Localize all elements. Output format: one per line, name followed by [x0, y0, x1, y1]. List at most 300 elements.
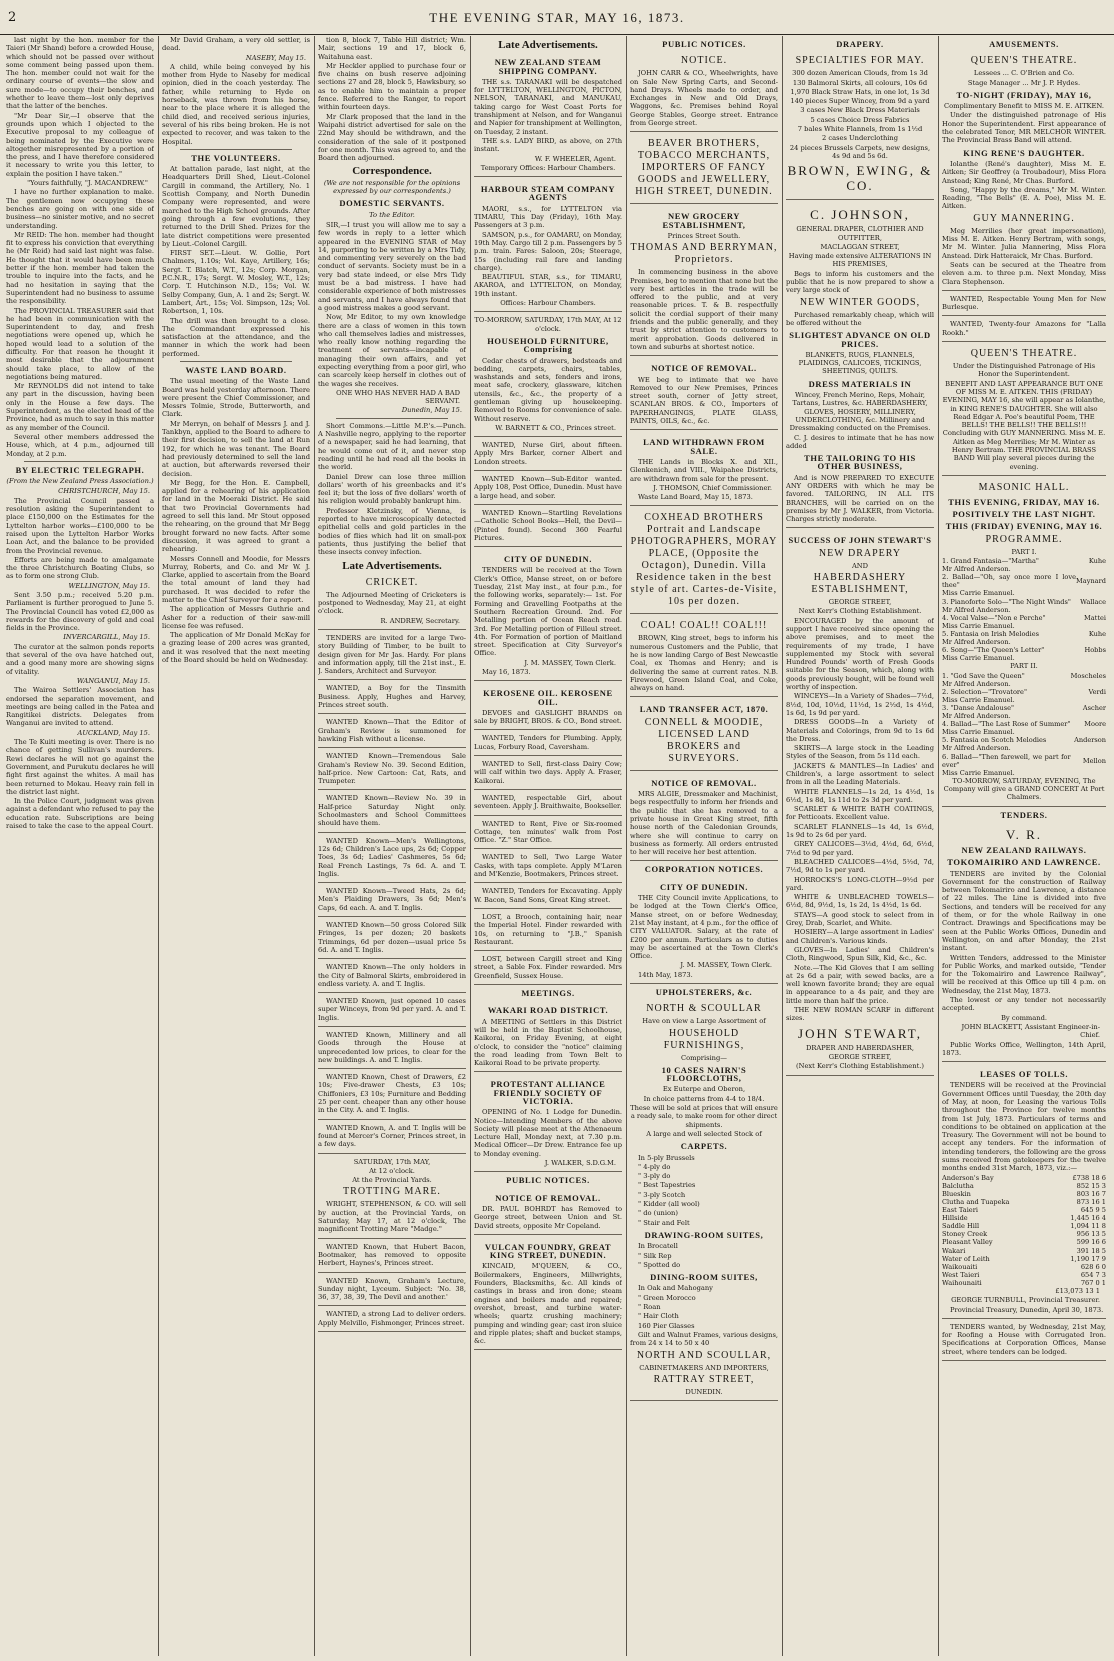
ad-text: Seats can be secured at the Theatre from eleven a.m. to three p.m. Next Monday, Miss Clara Stephenson.: [942, 260, 1106, 286]
letter-text: SIR,—I trust you will allow me to say a few words in reply to a letter which appeared in the EVENING STAR of May 14, purporting to be written by a Mrs Tidy, and commenting very severely on the bad conduct of servants. Society must be in a very bad state indeed, or else Mrs Tidy must be a bad mistress. I have had considerable experience of both mistresses and servants, and I have always found that a good mistress makes a good servant.: [318, 220, 466, 312]
ad-text: DEVOES and GASLIGHT BRANDS on sale by BRIGHT, BROS. & CO., Bond street.: [474, 708, 622, 726]
column-6: [786, 36, 934, 1656]
ad-text: DUNEDIN.: [685, 1387, 723, 1396]
article-text: Mr David Graham, a very old settler, is dead.: [162, 36, 310, 53]
advertisement: [474, 818, 622, 850]
advertisement: [942, 51, 1106, 291]
programme-composer: Mattei: [1084, 613, 1106, 622]
programme-row: [942, 744, 1106, 752]
advertisement: [786, 51, 934, 200]
toll-name: Balclutha: [942, 1181, 974, 1190]
article-text: In the Police Court, judgment was given against a defendant who refused to pay the education rate. Subscriptions are being raised to take the case to the appeal Court.: [6, 797, 154, 831]
ad-heading: SLIGHTEST ADVANCE ON OLD PRICES.: [789, 330, 931, 349]
section-heading: MEETINGS.: [521, 988, 575, 999]
ad-text: WANTED, respectable Girl, about seventeen. Apply J. Braithwaite, Bookseller.: [474, 793, 622, 811]
programme-row: [942, 720, 1106, 728]
ad-name: C. JOHNSON,: [810, 207, 910, 223]
programme-composer: [1071, 712, 1106, 720]
toll-amount: 1,094 11 8: [1070, 1222, 1106, 1231]
dateline: AUCKLAND, May 15.: [77, 728, 150, 737]
programme-item: 3. "Danse Andalouse": [942, 703, 1015, 712]
ad-text: ENCOURAGED by the amount of support I have received since opening the above premises, and to meet the requirements of my trade, I have supplemented my Stock with several Hundred Pounds' worth of Fresh Goods suitable for the Season, which, along with goods previously bought, will be found well worthy of inspection.: [786, 616, 934, 692]
ad-text: WANTED Known—Tweed Hats, 2s 6d; Men's Plaiding Drawers, 3s 6d; Men's Caps, 6d each. A. and T. Inglis.: [318, 887, 466, 912]
advertisement: [318, 792, 466, 832]
toll-amount: 873 16 1: [1076, 1197, 1106, 1206]
ad-text: Public Works Office, Wellington, 14th April, 1873.: [942, 1040, 1106, 1057]
ad-heading: HABERDASHERY ESTABLISHMENT,: [811, 572, 909, 596]
ad-text: THE NEW ROMAN SCARF in different sizes.: [786, 1006, 934, 1023]
programme-table: [942, 557, 1106, 662]
ad-text: Purchased remarkably cheap, which will be offered without the: [786, 310, 934, 327]
article-text: Mr REYNOLDS did not intend to take any part in the discussion, having been only in the House a few days. The Superintendent, as the elected head of the Province, had as much to say in this matter as any member of the Council.: [6, 382, 154, 432]
list-item: 300 dozen American Clouds, from 1s 3d: [792, 69, 928, 78]
programme-row: [942, 614, 1106, 622]
ad-text: SAMSON, p.s., for OAMARU, on Monday, 19th May. Cargo till 2 p.m. Passengers by 5 p.m. train. Fares: Saloon, 20s; Steerage, 15s (including rail fare and landing charge).: [474, 230, 622, 272]
table-row: [942, 1190, 1106, 1198]
toll-amount: 645 9 5: [1080, 1206, 1106, 1215]
programme-item: Mr Alfred Anderson.: [942, 679, 1011, 688]
ad-heading: TO-NIGHT (FRIDAY), MAY 16,: [956, 89, 1092, 100]
ad-text: The lowest or any tender not necessarily accepted.: [942, 996, 1106, 1013]
programme-row: [942, 728, 1106, 736]
ad-text: C. J. desires to intimate that he has now added: [786, 433, 934, 450]
advertisement: [474, 758, 622, 790]
ad-text: WANTED Known—50 gross Colored Silk Fringes, 1s per dozen; 20 baskets Trimmings, 6d per dozen—usual price 5s 6d. A. and T. Inglis.: [318, 921, 466, 954]
list-item: " 3-ply Scotch: [638, 1190, 686, 1199]
ad-text: Comprising—: [681, 1053, 727, 1062]
ad-heading: TOKOMAIRIRO AND LAWRENCE.: [947, 857, 1101, 868]
price-item: SKIRTS—A large stock in the Leading Styles of the Season, from 5s 11d each.: [786, 744, 934, 761]
programme-composer: Verdi: [1088, 687, 1106, 696]
column-1: [6, 36, 154, 1656]
ad-heading: NOTICE OF REMOVAL.: [651, 777, 757, 788]
list-item: Gilt and Walnut Frames, various designs, from 24 x 14 to 50 x 40: [630, 1330, 778, 1348]
programme-row: [942, 753, 1106, 769]
sale-date: TO-MORROW, SATURDAY, 17th MAY, At 12 o'clock.: [474, 316, 622, 333]
ad-text: Waste Land Board, May 15, 1873.: [638, 493, 753, 502]
ad-text: Provincial Treasury, Dunedin, April 30, 1873.: [950, 1305, 1104, 1314]
ad-heading: COAL! COAL!! COAL!!!: [640, 620, 768, 632]
advertisement: [318, 1156, 466, 1239]
ad-text: TENDERS will be received at the Provincial Government Offices until Tuesday, the 20th day of May, at noon, for Leasing the various Tolls throughout the Province for twelve months from 1st July, 1873. Particulars of terms and conditions to be obtained on application at the Treasury. The Government will not be bound to accept any tenders. For the information of intending tenderers, the following are the gross sums received from gatekeepers for the twelve months ended 31st March, 1873, viz.:—: [942, 1081, 1106, 1173]
table-row: [942, 1247, 1106, 1255]
programme-item: 1. Grand Fantasia—"Martha": [942, 557, 1039, 566]
ad-text: TENDERS wanted, by Wednesday, 21st May, for Roofing a House with Corrugated Iron. Specifications at Corporation Offices, Manse street, where tenders can be lodged.: [942, 1322, 1106, 1356]
article-text: Mr Clark proposed that the land in the Waipahi district advertised for sale on the 22nd May should be withdrawn, and the consideration of the sale of it postponed for one month. This was agreed to, and the Board then adjourned.: [318, 112, 466, 163]
article-text: Mr Heckler applied to purchase four or five chains on bush reserve adjoining sections 27 and 28, block 5, Hawksbury, so as to enable him to maintain a proper fence. Referred to the Ranger, to report within fourteen days.: [318, 61, 466, 112]
programme-composer: [1071, 728, 1106, 736]
programme-item: 2. Ballad—"Oh, say once more I love thee": [942, 573, 1077, 590]
table-row: [942, 1222, 1106, 1230]
advertisement: [786, 202, 934, 528]
programme-composer: [1076, 565, 1106, 573]
advertisement: [630, 699, 778, 770]
letter-text: Now, Mr Editor, to my own knowledge there are a class of women in this town who call themselves ladies and mistresses, who really know nothing regarding the treatment of servants—incapable of managing their own affairs, and yet expecting everything from a poor girl, who can scarcely keep herself in clothes out of the wages she receives.: [318, 313, 466, 388]
ad-text: WANTED, a Boy for the Tinsmith Business. Apply, Hughes and Harvey, Princes street south.: [318, 684, 466, 710]
signature: ONE WHO HAS NEVER HAD A BAD SERVANT.: [336, 388, 460, 406]
toll-amount: 1,190 17 9: [1070, 1254, 1106, 1263]
programme-item: 4. Vocal Valse—"Non e Perche": [942, 613, 1046, 622]
programme-item: 3. Pianoforte Solo—"The Night Winds": [942, 597, 1071, 606]
ad-text: A large and well selected Stock of: [646, 1129, 762, 1138]
ad-text: Under the distinguished patronage of His Honor the Superintendent. First appearance of the celebrated Tenor, MR MELCHOR WINTER. The Provincial Brass Band will attend.: [942, 111, 1106, 145]
programme-row: [942, 654, 1106, 662]
column-2: [162, 36, 310, 1656]
advertisement: [318, 716, 466, 748]
divider: [180, 149, 292, 150]
ad-heading: LAND WITHDRAWN FROM SALE.: [643, 437, 765, 456]
ad-heading: NEW DRAPERY: [818, 547, 902, 559]
advertisement: [474, 683, 622, 730]
article-text: Daniel Drew can lose three million dollars' worth of his greenbacks and it's feel it; but the loss of five dollars' worth of his religion would probably bankrupt him.: [318, 472, 466, 506]
ad-heading: THE TAILORING TO HIS OTHER BUSINESS,: [804, 453, 916, 472]
programme-composer: [1071, 744, 1106, 752]
dateline: CHRISTCHURCH, May 15.: [58, 487, 150, 496]
article-text: The application of Messrs Guthrie and Asher for a reduction of their saw-mill license fee was refused.: [162, 605, 310, 630]
advertisement: [474, 1074, 622, 1172]
toll-name: Waikouaiti: [942, 1262, 978, 1271]
advertisement: [786, 530, 934, 1075]
list-item: " Silk Rep: [638, 1251, 672, 1260]
article-text: The usual meeting of the Waste Land Board was held yesterday afternoon. There were present the Chief Commissioner, and Messrs Tolmie, Strode, Butterworth, and Clark.: [162, 377, 310, 419]
table-row: [942, 1174, 1106, 1182]
ad-text: WANTED, Tenders for Plumbing. Apply, Lucas, Forbury Road, Caversham.: [474, 734, 622, 751]
ad-heading: CITY OF DUNEDIN.: [659, 881, 749, 892]
ad-text: WANTED to Rent, Five or Six-roomed Cottage, ten minutes' walk from Post Office. "Z." Star Office.: [474, 819, 622, 845]
ad-heading: HOUSEHOLD FURNISHINGS,: [663, 1027, 745, 1051]
ad-heading: THIS (FRIDAY) EVENING, MAY 16.: [945, 521, 1103, 532]
toll-amount: 852 15 3: [1076, 1181, 1106, 1190]
price-item: WHITE & UNBLEACHED TOWELS—6½d, 8d, 9½d, 1s, 1s 2d, 1s 4½d, 1s 6d.: [786, 893, 934, 910]
advertisement: [474, 1000, 622, 1072]
ad-text: WANTED Known—Tremendous Sale Graham's Review No. 39. Second Edition, half-price. New Cartoon: Cat, Rats, and Trumpeter.: [318, 752, 466, 786]
ad-text: MAORI, s.s., for LYTTELTON via TIMARU, This Day (Friday), 16th May. Passengers at 3 p.m.: [474, 204, 622, 230]
programme-composer: [1076, 654, 1106, 662]
list-item: " 3-ply do: [638, 1172, 671, 1181]
ad-name: BROWN, EWING, & CO.: [787, 163, 933, 194]
dateline: WELLINGTON, May 15.: [68, 581, 150, 590]
article-text: The Provincial Council passed a resolution asking the Superintendent to place £150,000 on the Estimates for the Lyttelton harbor works—£100,000 to be raised upon the Lyttelton Harbor Works Loan Act, and the balance to be provided from the Provincial revenue.: [6, 496, 154, 555]
list-item: 2 cases Underclothing: [821, 134, 899, 143]
ad-subheading: GENERAL DRAPER, CLOTHIER AND OUTFITTER,: [796, 225, 924, 242]
programme-item: Miss Carrie Emanuel.: [942, 589, 1015, 598]
ad-heading: SUCCESS OF JOHN STEWART'S: [788, 535, 932, 546]
section-heading: WASTE LAND BOARD.: [185, 364, 287, 375]
programme-part: PART II.: [1010, 662, 1038, 671]
programme-item: Miss Carrie Emanuel.: [942, 621, 1015, 630]
programme-composer: Kuhe: [1088, 557, 1106, 566]
ad-text: In choice patterns from 4-4 to 18/4.: [643, 1094, 765, 1103]
ad-text: WANTED Known, A. and T. Inglis will be found at Mercer's Corner, Princes street, in a few days.: [318, 1123, 466, 1149]
toll-amount: 599 16 6: [1076, 1238, 1106, 1247]
ad-text: THE s.s. TARANAKI will be despatched for LYTTELTON, WELLINGTON, PICTON, NELSON, TARANAKI, and MANUKAU, taking cargo for West Coast Ports for transhipment at Nelson, and for Wanganui and Napier for transhipment at Wellington, on Tuesday, 2 instant.: [474, 77, 622, 136]
list-item: " Green Morocco: [638, 1293, 696, 1302]
programme-item: 5. Fantasia on Irish Melodies: [942, 629, 1040, 638]
table-row: [942, 1230, 1106, 1238]
section-subheading: (From the New Zealand Press Association.): [6, 477, 154, 486]
programme-row: [942, 573, 1106, 589]
ad-heading: NEW ZEALAND RAILWAYS.: [961, 844, 1087, 855]
advertisement: [318, 1071, 466, 1119]
signature: W. BARNETT & CO., Princes street.: [495, 423, 616, 432]
article-text: tion 8, block 7, Table Hill district; Wm. Mair, sections 19 and 17, block 6, Waitahuna east.: [318, 36, 466, 61]
section-heading: THE VOLUNTEERS.: [191, 152, 281, 163]
programme-item: 5. Fantasia on Scotch Melodies: [942, 736, 1047, 745]
toll-name: Stoney Creek: [942, 1230, 988, 1239]
advertisement: [474, 549, 622, 681]
price-item: HORROCKS'S LONG-CLOTH—9½d per yard.: [786, 875, 934, 892]
ad-text: Iolanthe (René's daughter), Miss M. E. Aitken; Sir Geoffrey (a Troubadour), Miss Flora Anstead; King René, Mr Chas. Burford.: [942, 159, 1106, 185]
ad-text: (Next Kerr's Clothing Establishment.): [795, 1062, 924, 1071]
ad-heading: NEW WINTER GOODS,: [799, 296, 921, 308]
list-item: 3 cases New Black Dress Materials: [800, 106, 920, 115]
ad-text: WANTED Known, Graham's Lecture, Sunday night, Lyceum. Subject: 'No. 38, 36, 37, 38, 39, The Devil and another.': [318, 1276, 466, 1302]
ad-text: CONNELL & MOODIE, LICENSED LAND BROKERS and SURVEYORS.: [644, 716, 764, 764]
ad-heading: POSITIVELY THE LAST NIGHT.: [952, 509, 1096, 520]
list-item: " Kidder (all wool): [638, 1200, 700, 1209]
advertisement: [318, 835, 466, 883]
article-text: The PROVINCIAL TREASURER said that he had been in communication with the Superintendent to day, and fresh negotiations were opened up, which he hoped would lead to a solution of the difficulty. For that reason he thought it most desirable that the adjournment should take place, to allow of the negotiations being matured.: [6, 306, 154, 381]
ad-heading: DINING-ROOM SUITES,: [650, 1272, 758, 1283]
advertisement: [474, 885, 622, 909]
ad-text: A MEETING of Settlers in this District will be held in the Baptist Schoolhouse, Kaikorai, on Friday Evening, at eight o'clock, to consider the "notice" claiming the road leading from Town Belt to Kaikorai Road to be private property.: [474, 1017, 622, 1068]
column-rule: [158, 36, 159, 1656]
ad-heading: WAKARI ROAD DISTRICT.: [487, 1005, 609, 1016]
article-text: Messrs Connell and Moodie, for Messrs Murray, Roberts, and Co. and Mr W. J. Clarke, applied to ascertain from the Board the total amount of land they had purchased. It was decided to refer the matter to the Chief Surveyor for a report.: [162, 554, 310, 604]
ad-heading: PROGRAMME.: [985, 533, 1063, 545]
table-row: [942, 1214, 1106, 1222]
programme-item: 4. Ballad—"The Last Rose of Summer": [942, 720, 1071, 729]
ad-text: May 16, 1873.: [482, 668, 531, 676]
programme-row: [942, 704, 1106, 712]
column-7: [942, 36, 1106, 1656]
advertisement: [318, 919, 466, 959]
advertisement: [630, 773, 778, 862]
programme-item: Miss Carrie Emanuel.: [942, 654, 1015, 663]
ad-text: Lessees ... C. O'Brien and Co.: [973, 69, 1075, 78]
ad-text: AND: [851, 561, 869, 570]
ad-heading: VULCAN FOUNDRY, GREAT KING STREET, DUNEDIN.: [484, 1241, 612, 1261]
editorial-note: (We are not responsible for the opinions expressed by our correspondents.): [323, 178, 461, 196]
dateline: Dunedin, May 15.: [401, 406, 462, 415]
advertisement: [474, 473, 622, 505]
ad-text: GEORGE STREET,: [828, 598, 892, 607]
advertisement: [318, 1029, 466, 1069]
ad-heading: PROTESTANT ALLIANCE FRIENDLY SOCIETY OF VICTORIA.: [490, 1079, 606, 1106]
programme-row: [942, 672, 1106, 680]
advertisement: [474, 1237, 622, 1351]
programme-row: [942, 712, 1106, 720]
ad-text: WANTED to Sell, first-class Dairy Cow; will calf within two days. Apply A. Fraser, Kaikorai.: [474, 760, 622, 785]
ad-text: BENEFIT AND LAST APPEARANCE BUT ONE OF MISS M. E. AITKEN. THIS (FRIDAY) EVENING, MAY 16, she will appear as Iolanthe, in KING RENE'S DAUGHTER. She will also Read Edgar A. Poe's beautiful Poem, THE BELLS! THE BELLS!! THE BELLS!!! Concluding with GUY MANNERING. Miss M. E. Aitken as Meg Merrilies; Mr M. Winter as Henry Bertram. THE PROVINCIAL BRASS BAND Will play several pieces during the evening.: [942, 379, 1106, 471]
ad-text: LOST, between Cargill street and King street, a Sable Fox. Finder rewarded. Mrs Greenfield, Sussex House.: [474, 955, 622, 980]
programme-row: [942, 736, 1106, 744]
ad-heading: SPECIALTIES FOR MAY.: [795, 55, 925, 67]
programme-composer: [1076, 638, 1106, 646]
carpets-list: [630, 1154, 778, 1227]
article-text: The Wairoa Settlers' Association has endorsed the separation movement, and meetings are being called in the Patea and Rangitikei districts. Delegates from Wanganui are invited to attend.: [6, 686, 154, 728]
ad-heading: CITY OF DUNEDIN.: [503, 554, 593, 565]
signature: GEORGE TURNBULL, Provincial Treasurer.: [951, 1296, 1100, 1305]
section-heading: UPHOLSTERERS, &c.: [655, 987, 753, 997]
article-text: Efforts are being made to amalgamate the three Christchurch Boating Clubs, so as to form one strong Club.: [6, 555, 154, 581]
advertisement: [474, 792, 622, 816]
ad-text: DR. PAUL BOHRDT has Removed to George street, between Union and St. David streets, opposite Mr Copeland.: [474, 1204, 622, 1230]
programme-item: Mr Alfred Anderson.: [942, 605, 1011, 614]
advertisement: [474, 314, 622, 437]
ad-text: In commencing business in the above Premises, beg to mention that none but the very best articles in the trade will be offered to the public, and at very reasonable prices. T. & B. respectfully solicit the cordial support of their many friends and the public generally, and they trust by strict attention to customers to merit approbation. Goods delivered in town and suburbs at shortest notice.: [630, 268, 778, 351]
ad-text: Written Tenders, addressed to the Minister for Public Works, and marked outside, "Tender for the Tokomairiro and Lawrence Railway", will be received at this Office up till 4 p.m. on Wednesday, the 21st May, 1873.: [942, 953, 1106, 995]
ad-heading: MASONIC HALL.: [978, 481, 1070, 493]
ad-text: These will be sold at prices that will ensure a ready sale, to make room for other direct shipments.: [630, 1104, 778, 1129]
ad-text: TENDERS will be received at the Town Clerk's Office, Manse street, on or before Tuesday, 21st May inst., at four p.m., for the following works, separately:— 1st. For Forming and Gravelling Footpaths at the Southern Recreation Ground. 2nd. For Metalling portion of Ocean Reach road. 3rd. For Metalling portion of Filleul street. 4th. For Formation of portion of Maitland street. Specification at City Surveyor's Office.: [474, 566, 622, 658]
programme-row: [942, 638, 1106, 646]
signature: R. ANDREW, Secretary.: [380, 616, 460, 625]
ad-text: WANTED to Sell, Two Large Water Casks, with taps complete. Apply M'Laren and M'Kenzie, Bootmakers, Princes street.: [474, 853, 622, 879]
ad-text: Temporary Offices: Harbour Chambers.: [480, 163, 616, 172]
article-text: last night by the hon. member for the Taieri (Mr Shand) before a crowded House, which should not be passed over without some comment being passed upon them. The hon. member could not wait for the ordinary course of events—the slow and sure mode—to occupy their benches, and whether to leave them—lost only deprives that the latter of the benches.: [6, 36, 154, 111]
ad-heading: GUY MANNERING.: [973, 212, 1075, 224]
toll-name: Pleasant Valley: [942, 1238, 993, 1247]
list-item: 7 bales White Flannels, from 1s 1½d: [797, 125, 923, 134]
advertisement: [630, 432, 778, 506]
article-text: The drill was then brought to a close. The Commandant expressed his satisfaction at the attendance, and the manner in which the work had been performed.: [162, 316, 310, 358]
advertisement: [942, 344, 1106, 476]
ad-heading: BEAVER BROTHERS, TOBACCO MERCHANTS, IMPORTERS OF FANCY GOODS and JEWELLERY, HIGH STREET, DUNEDIN.: [635, 138, 773, 198]
programme-row: [942, 696, 1106, 704]
ad-text: WANTED Known—Men's Wellingtons, 12s 6d; Children's Lace ups, 2s 6d; Copper Toes, 3s 6d; Ladies' Cashmeres, 5s 6d; Real French Lastings, 7s 6d. A. and T. Inglis.: [318, 836, 466, 878]
advertisement: [474, 439, 622, 471]
ad-text: WANTED Known, that Hubert Bacon, Bootmaker, has removed to opposite Herbert, Haynes's, Princes street.: [318, 1242, 466, 1268]
ad-text: WANTED Known—Review No. 39 in Half-price Saturday Night only. Schoolmasters and School Committees should have them.: [318, 794, 466, 828]
ad-text: 14th May, 1873.: [638, 970, 693, 979]
ad-text: TENDERS are invited by the Colonial Government for the construction of Railway between Tokomairiro and Lawrence, a distance of 22 miles. The Line is divided into five Sections, and tenders will be received for any of them, or for the whole Railway in one Contract. Drawings and Specifications may be seen at the Public Works Offices, Dunedin and Wellington, on and after Monday, the 21st instant.: [942, 869, 1106, 953]
programme-item: Miss Carrie Emanuel.: [942, 728, 1015, 737]
ad-text: Offices: Harbour Chambers.: [500, 299, 596, 308]
advertisement: [942, 478, 1106, 807]
ad-text: WANTED Known—Sub-Editor wanted. Apply 108, Post Office, Dunedin. Must have a large head, and sober.: [474, 475, 622, 500]
programme-composer: Mellon: [1082, 756, 1106, 765]
programme-composer: Hobbs: [1084, 646, 1106, 655]
ad-heading: KEROSENE OIL. KEROSENE OIL.: [483, 688, 613, 707]
advertisement: [474, 507, 622, 547]
column-3: [318, 36, 466, 1656]
list-item: " 4-ply do: [638, 1162, 671, 1171]
programme-part: PART I.: [1011, 547, 1037, 556]
table-row: [942, 1271, 1106, 1279]
ad-text: OPENING of No. 1 Lodge for Dunedin. Notice—Intending Members of the above Society will please meet at the Athenaeum Lecture Hall, Monday next, at 7.30 p.m. Medical Officer—Dr Drew. Entrance fee up to Monday evening.: [474, 1108, 622, 1158]
ad-heading: NOTICE OF REMOVAL.: [495, 1192, 601, 1203]
toll-name: Wakari: [942, 1246, 966, 1255]
page-number: 2: [8, 10, 17, 25]
late-advertisements-heading: Late Advertisements.: [498, 39, 598, 51]
article-text: Several other members addressed the House, which, at 4 p.m., adjourned till Monday, at 2 p.m.: [6, 432, 154, 458]
advertisement: [630, 877, 778, 984]
advertisement: [318, 632, 466, 680]
signature: JOHN BLACKETT, Assistant Engineer-in-Chief.: [961, 1022, 1100, 1040]
advertisement: [318, 1275, 466, 1307]
advertisement: [318, 682, 466, 714]
toll-amount: 956 13 5: [1076, 1230, 1106, 1239]
table-row: [942, 1263, 1106, 1271]
ad-text: WANTED Known, just opened 10 cases super Winceys, from 9d per yard. A. and T. Inglis.: [318, 997, 466, 1022]
ad-text: GEORGE STREET,: [828, 1052, 892, 1061]
dateline: WANGANUI, May 15.: [76, 676, 150, 685]
programme-item: 1. "God Save the Queen": [942, 671, 1025, 680]
article-text: "Mr Dear Sir,—I observe that the grounds upon which I objected to the Executive proposal to my colleague of being nominated by the Executive were altogether misrepresented by a portion of the press, and I have therefore considered it necessary to write you this letter, to explain the position I have taken.": [6, 111, 154, 178]
ad-heading: LAND TRANSFER ACT, 1870.: [639, 704, 769, 715]
signature: J. THOMSON, Chief Commissioner.: [653, 483, 772, 492]
ad-text: WANTED Known—Startling Revelations—Catholic School Books—Hell, the Devil—(Pinted found). Second 360 Fearful Pictures.: [474, 508, 622, 542]
column-4: [474, 36, 622, 1656]
advertisement: [474, 911, 622, 951]
article-text: The Te Kuiti meeting is over. There is no chance of getting Sullivan's murderers. Rewi declares he will not go against the Government, and Purukutu declares he will fight first against the whites. A mail has been returned to Mokau. Heavy rain fell in the district last night.: [6, 738, 154, 796]
advertisement: [630, 999, 778, 1401]
ad-heading: NOTICE.: [680, 55, 728, 67]
signature: J. WALKER, S.D.G.M.: [544, 1159, 616, 1168]
ad-text: Have on view a Large Assortment of: [642, 1017, 766, 1026]
price-item: GREY CALICOES—3½d, 4½d, 6d, 6½d, 7½d to 9d per yard.: [786, 840, 934, 857]
ad-text: WANTED Known, Chest of Drawers, £2 10s; Five-drawer Chests, £3 10s; Chiffoniers, £3 10s; Furniture and Bedding 25 per cent. cheaper than any other house in the City. A. and T. Inglis.: [318, 1073, 466, 1115]
programme-row: [942, 565, 1106, 573]
toll-amount: 1,445 16 4: [1070, 1214, 1106, 1223]
ad-text: THE s.s. LADY BIRD, as above, on 27th instant.: [474, 136, 622, 154]
advertisement: [474, 732, 622, 756]
programme-composer: [1076, 622, 1106, 630]
ad-text: WRIGHT, STEPHENSON, & CO. will sell by auction, at the Provincial Yards, on Saturday, May 17, at 12 o'clock, The magnificent Trotting Mare "Madge.": [318, 1200, 466, 1234]
ad-text: MRS ALGIE, Dressmaker and Machinist, begs respectfully to inform her friends and the public that she has removed to a private house in Great King street, fifth house north of the Caledonian Grounds, where she will continue to carry on business as formerly. All orders entrusted to her will receive her best attention.: [630, 790, 778, 857]
programme-item: Mr Alfred Anderson.: [942, 565, 1011, 574]
toll-amount: 767 0 1: [1080, 1278, 1106, 1287]
programme-composer: [1071, 680, 1106, 688]
article-text: Sent 3.50 p.m.; received 5.20 p.m. Parliament is further prorogued to June 5. The Provincial Council has voted £2,000 as rewards for the discovery of gold and coal fields in the Province.: [6, 591, 154, 633]
toll-name: Waihounaiti: [942, 1278, 982, 1287]
article-text: I have no further explanation to make. The gentlemen now occupying these benches are going on with one side of business—no sinister motive, and no secret understanding.: [6, 188, 154, 230]
article-text: Mr REID: The hon. member had thought fit to express his conviction that everything he (Mr Reid) had said last night was false. He thought that it would have been much better if the hon. member had taken the trouble to inquire into the facts, and he had no hesitation in saying that the Superintendent had no business to assume the responsibility.: [6, 230, 154, 306]
ad-text: JOHN CARR & CO., Wheelwrights, have on Sale New Spring Carts, and Second-hand Drays. Wheels made to order, and Exchanges in New and Old Drays, Waggons, &c. Premises behind Royal George Stables, George street. Entrance from George street.: [630, 69, 778, 128]
advertisement: [630, 134, 778, 204]
list-item: " do (union): [638, 1209, 678, 1218]
advertisement: [474, 953, 622, 985]
ad-heading: NEW GROCERY ESTABLISHMENT,: [662, 211, 746, 230]
programme-item: Miss Carrie Emanuel.: [942, 768, 1015, 777]
programme-composer: [1071, 696, 1106, 704]
table-row: [942, 1182, 1106, 1190]
list-item: In Oak and Mahogany: [638, 1284, 713, 1293]
masthead-title: THE EVENING STAR, MAY 16, 1873.: [429, 10, 685, 25]
royal-cipher: V. R.: [1005, 826, 1043, 842]
list-item: In 5-ply Brussels: [638, 1153, 695, 1162]
ad-text: Under the Distinguished Patronage of His Honor the Superintendent.: [952, 362, 1096, 379]
table-row: [942, 1206, 1106, 1214]
programme-composer: Anderson: [1074, 736, 1106, 745]
programme-composer: Moscheles: [1070, 671, 1106, 680]
price-item: WINCEYS—In a Variety of Shades—7½d, 8½d, 10d, 10½d, 11½d, 1s 2½d, 1s 4½d, 1s 6d, 1s 9d per yard.: [786, 692, 934, 717]
programme-composer: Moore: [1084, 720, 1106, 729]
price-item: BLEACHED CALICOES—4½d, 5½d, 7d, 7½d, 9d to 1s per yard.: [786, 857, 934, 875]
programme-row: [942, 630, 1106, 638]
programme-item: 2. Selection—"Trovatore": [942, 687, 1027, 696]
ad-text: WANTED, Twenty-four Amazons for "Lalla Rookh.": [942, 320, 1106, 337]
toll-name: Water of Leith: [942, 1254, 990, 1263]
advertisement: [318, 961, 466, 993]
article-text: The application of Mr Donald McKay for a grazing lease of 200 acres was granted, and it was resolved that the next meeting of the Board should be held on Wednesday.: [162, 631, 310, 665]
column-rule: [314, 36, 315, 1656]
signature: J. M. MASSEY, Town Clerk.: [680, 961, 772, 970]
ad-text: Stage Manager ... Mr J. P. Hydes.: [967, 78, 1081, 87]
ad-text: KINCAID, M'QUEEN, & CO., Boilermakers, Engineers, Millwrights, Founders, Blacksmiths, &c. All kinds of castings in brass and iron done; steam engines and boilers made and repaired; overshot, breast, and turbine water-wheels; quartz crushing machinery; pumping and winding gear; cast iron sluice and ripple plates; shaft and bucket stamps, &c.: [474, 1262, 622, 1346]
ad-text: Song, "Happy by the dreams," Mr M. Winter. Reading, "The Bells" (E. A. Poe), Miss M. E. Aitken.: [942, 185, 1106, 211]
